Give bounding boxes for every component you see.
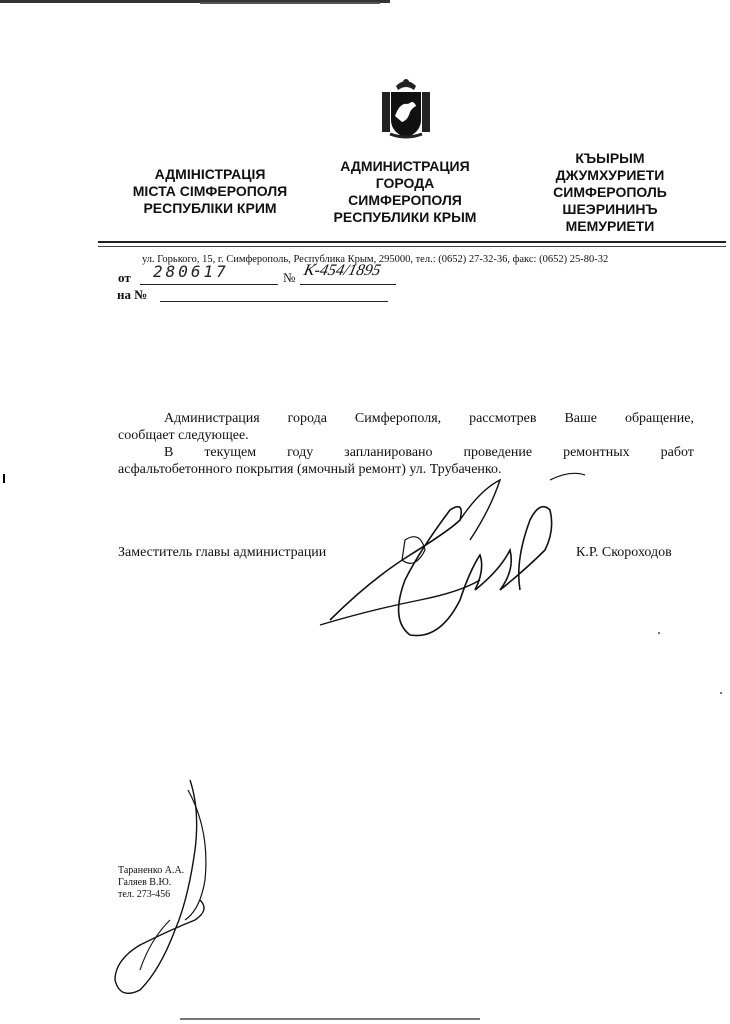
paragraph-1-line-1: Администрация города Симферополя, рассмотрев Ваше обращение, (164, 411, 694, 426)
scan-speck (720, 692, 722, 694)
number-label: № (283, 270, 296, 285)
date-value: 280617 (153, 262, 229, 281)
header-ukrainian: АДМІНІСТРАЦІЯ МІСТА СІМФЕРОПОЛЯ РЕСПУБЛІКИ КРИМ (132, 166, 288, 216)
scan-speck (658, 632, 660, 634)
reply-to-underline (160, 301, 388, 302)
paragraph-1-line-2: сообщает следующее. (118, 428, 249, 443)
scan-bottom-edge (180, 1018, 480, 1020)
header-rule (98, 241, 726, 243)
executor-phone: тел. 273-456 (118, 889, 171, 900)
date-underline (140, 284, 278, 285)
number-underline (300, 284, 396, 285)
signatory-title: Заместитель главы администрации (118, 545, 327, 560)
header-russian: АДМИНИСТРАЦИЯ ГОРОДА СИМФЕРОПОЛЯ РЕСПУБЛИКИ КРЫМ (333, 158, 477, 225)
header-crimean-tatar: КЪЫРЫМ ДЖУМХУРИЕТИ СИМФЕРОПОЛЬ ШЕЭРИНИНЪ МЕМУРИЕТИ (553, 150, 667, 234)
paragraph-2-line-2: асфальтобетонного покрытия (ямочный ремонт) ул. Трубаченко. (118, 462, 502, 477)
signatory-name: К.Р. Скороходов (576, 545, 672, 560)
crimea-coat-of-arms-icon (378, 76, 434, 140)
date-label: от (118, 270, 131, 285)
executor-name: Тараненко А.А. (118, 865, 185, 876)
header-rule (98, 246, 726, 247)
address-line: ул. Горького, 15, г. Симферополь, Республика Крым, 295000, тел.: (0652) 27-32-36, факс: (0652) 25-80-32 (142, 254, 609, 265)
document-number: К-454/1895 (302, 262, 383, 279)
executor-name: Галяев В.Ю. (118, 877, 172, 888)
scan-top-edge (200, 2, 380, 4)
paragraph-2-line-1: В текущем году запланировано проведение ремонтных работ (164, 445, 694, 460)
scan-margin-mark (3, 474, 5, 483)
reply-to-label: на № (117, 287, 148, 302)
handwritten-signature (310, 460, 610, 660)
